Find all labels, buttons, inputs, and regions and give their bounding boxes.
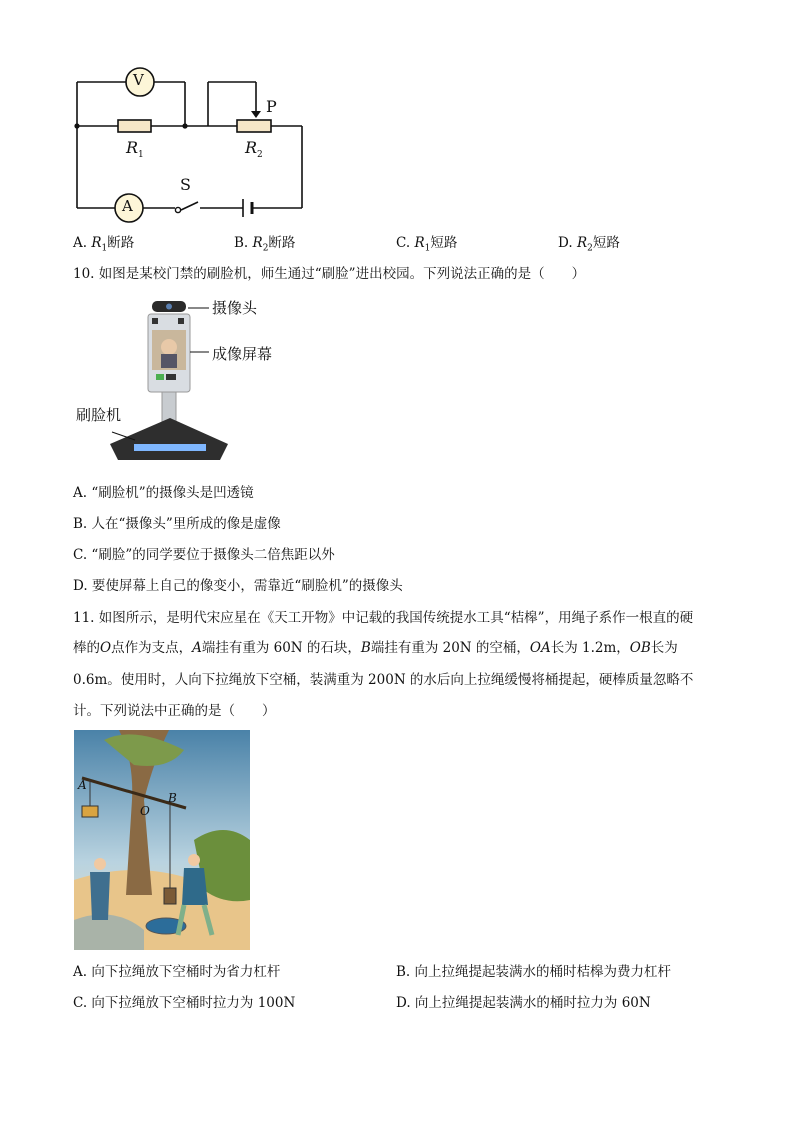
face-machine-svg bbox=[72, 294, 292, 470]
machine-label: 刷脸机 bbox=[76, 406, 122, 424]
q9-option-a[interactable]: A. $R_1$断路 bbox=[73, 235, 135, 254]
q10-option-d[interactable]: D. 要使屏幕上自己的像变小，需靠近“刷脸机”的摄像头 bbox=[73, 578, 403, 594]
q11-stem-line2: 棒的O点作为支点，A端挂有重为 60N 的石块，B端挂有重为 20N 的空桶，OA长为 1.2m，OB长为 bbox=[73, 640, 678, 656]
resistor-r1 bbox=[118, 120, 151, 132]
q11-stem-line4: 计。下列说法中正确的是（ ） bbox=[73, 703, 276, 719]
q11-option-b[interactable]: B. 向上拉绳提起装满水的桶时桔槔为费力杠杆 bbox=[396, 964, 672, 980]
q9-option-b[interactable]: B. $R_2$断路 bbox=[234, 235, 296, 254]
q10-option-a[interactable]: A. “刷脸机”的摄像头是凹透镜 bbox=[73, 485, 254, 501]
q9-option-d[interactable]: D. $R_2$短路 bbox=[558, 235, 620, 254]
circuit-svg bbox=[60, 60, 320, 230]
q10-option-c[interactable]: C. “刷脸”的同学要位于摄像头二倍焦距以外 bbox=[73, 547, 335, 563]
face-machine-figure bbox=[72, 294, 292, 470]
slider-arrow-icon bbox=[251, 111, 261, 118]
label-o: O bbox=[140, 804, 150, 818]
switch-label: S bbox=[180, 175, 191, 194]
q11-stem-line3: 0.6m。使用时，人向下拉绳放下空桶，装满重为 200N 的水后向上拉绳缓慢将桶提起，硬棒质量忽略不 bbox=[73, 672, 694, 688]
shadoof-figure bbox=[74, 730, 250, 950]
q10-stem: 10. 如图是某校门禁的刷脸机，师生通过“刷脸”进出校园。下列说法正确的是（ ） bbox=[73, 266, 586, 282]
circuit-diagram bbox=[60, 60, 320, 230]
voltmeter-label: V bbox=[133, 71, 144, 89]
ammeter-label: A bbox=[122, 197, 133, 215]
q11-option-c[interactable]: C. 向下拉绳放下空桶时拉力为 100N bbox=[73, 995, 296, 1011]
label-b: B bbox=[168, 791, 177, 805]
r2-label: $R_2$ bbox=[245, 138, 263, 161]
q11-stem-line1: 11. 如图所示，是明代宋应星在《天工开物》中记载的我国传统提水工具“桔槔”，用绳子系作一根直的硬 bbox=[73, 610, 694, 626]
resistor-r2 bbox=[237, 120, 271, 132]
slider-label: P bbox=[266, 97, 277, 116]
q10-option-b[interactable]: B. 人在“摄像头”里所成的像是虚像 bbox=[73, 516, 281, 532]
r1-label: $R_1$ bbox=[126, 138, 144, 161]
q11-option-a[interactable]: A. 向下拉绳放下空桶时为省力杠杆 bbox=[73, 964, 281, 980]
shadoof-svg bbox=[74, 730, 250, 950]
q11-option-d[interactable]: D. 向上拉绳提起装满水的桶时拉力为 60N bbox=[396, 995, 651, 1011]
label-a: A bbox=[78, 778, 87, 792]
q9-option-c[interactable]: C. $R_1$短路 bbox=[396, 235, 458, 254]
screen-label: 成像屏幕 bbox=[212, 345, 273, 363]
camera-label: 摄像头 bbox=[212, 299, 258, 317]
